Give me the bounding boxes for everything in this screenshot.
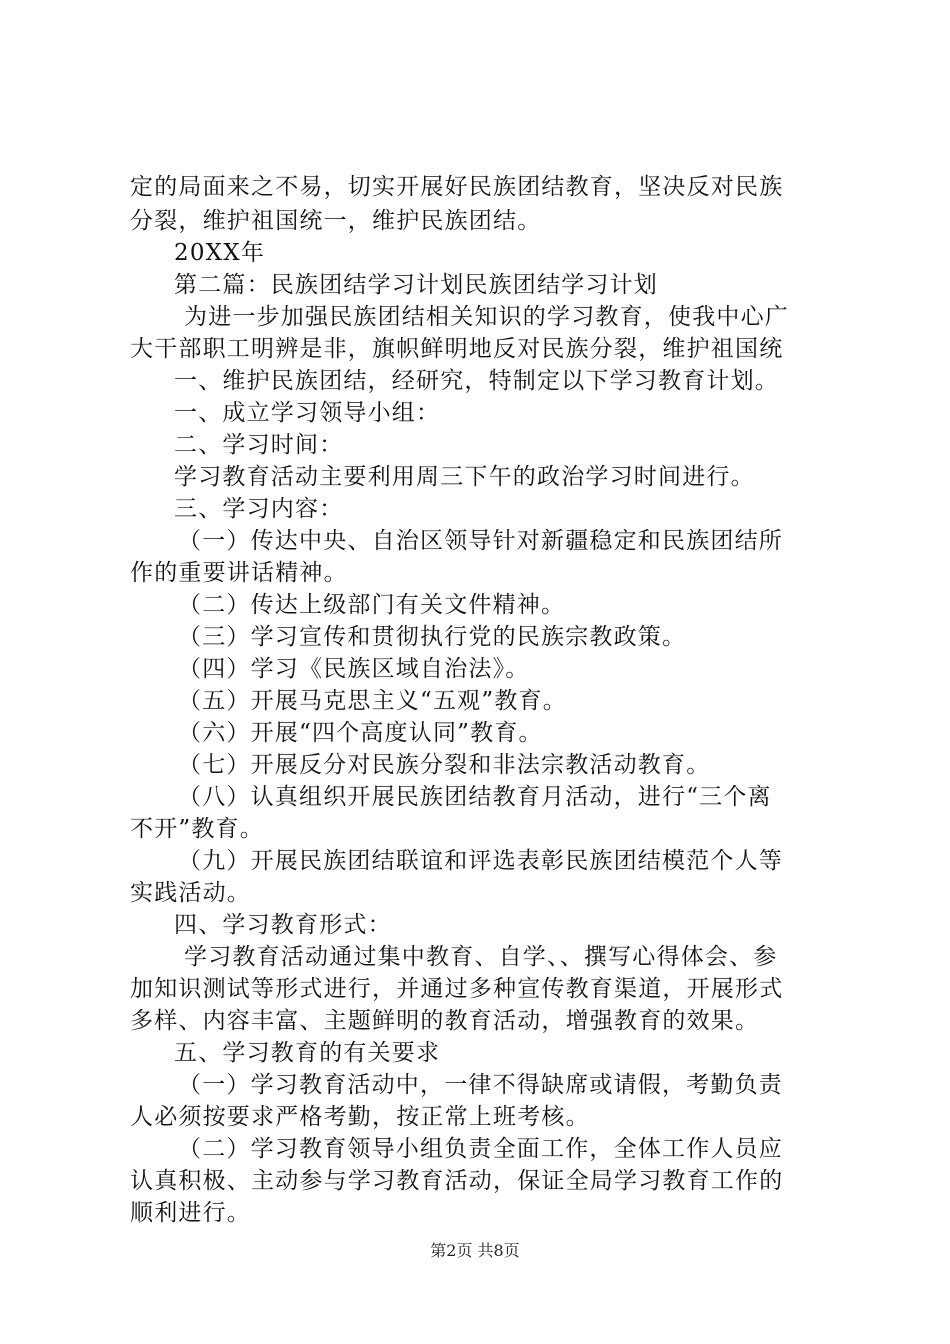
text-line: （三）学习宣传和贯彻执行党的民族宗教政策。 [178, 624, 687, 650]
text-line: 加知识测试等形式进行，并通过多种宣传教育渠道，开展形式 [130, 976, 784, 1002]
text-line: （九）开展民族团结联谊和评选表彰民族团结模范个人等 [178, 848, 783, 874]
text-line: 四、学习教育形式： [174, 912, 392, 938]
text-line: 学习教育活动通过集中教育、自学、、撰写心得体会、参 [184, 944, 778, 970]
text-line: 二、学习时间： [174, 432, 344, 458]
text-line: 认真积极、主动参与学习教育活动，保证全局学习教育工作的 [130, 1168, 784, 1194]
text-line: （八）认真组织开展民族团结教育月活动，进行“三个离 [178, 784, 772, 810]
text-line: （六）开展“四个高度认同”教育。 [178, 720, 543, 746]
text-line: 学习教育活动主要利用周三下午的政治学习时间进行。 [174, 464, 755, 490]
section-heading: 第二篇：民族团结学习计划民族团结学习计划 [174, 272, 658, 298]
page-number: 第2页 共8页 [430, 1241, 520, 1260]
text-line: 不开”教育。 [130, 816, 264, 842]
text-line: 一、维护民族团结，经研究，特制定以下学习教育计划。 [174, 368, 779, 394]
text-line: 一、成立学习领导小组： [174, 400, 441, 426]
text-line: 人必须按要求严格考勤，按正常上班考核。 [130, 1104, 590, 1130]
text-line: 五、学习教育的有关要求 [174, 1040, 441, 1066]
text-line: 定的局面来之不易，切实开展好民族团结教育，坚决反对民族 [130, 174, 784, 200]
text-line: （七）开展反分对民族分裂和非法宗教活动教育。 [178, 752, 711, 778]
text-line: 分裂，维护祖国统一，维护民族团结。 [130, 208, 542, 234]
text-line: 20XX年 [174, 240, 266, 266]
text-line: 多样、内容丰富、主题鲜明的教育活动，增强教育的效果。 [130, 1008, 760, 1034]
text-line: （四）学习《民族区域自治法》。 [178, 656, 530, 682]
text-line: 三、学习内容： [174, 496, 344, 522]
text-line: 大干部职工明辨是非，旗帜鲜明地反对民族分裂，维护祖国统 [130, 336, 784, 362]
text-line: （一）传达中央、自治区领导针对新疆稳定和民族团结所 [178, 528, 783, 554]
text-line: 实践活动。 [130, 880, 251, 906]
text-line: 为进一步加强民族团结相关知识的学习教育，使我中心广 [184, 304, 789, 330]
text-line: （一）学习教育活动中，一律不得缺席或请假，考勤负责 [178, 1072, 783, 1098]
text-line: 顺利进行。 [130, 1200, 251, 1226]
text-line: 作的重要讲话精神。 [130, 560, 348, 586]
text-line: （五）开展马克思主义“五观”教育。 [178, 688, 567, 714]
text-line: （二）传达上级部门有关文件精神。 [178, 592, 566, 618]
text-line: （二）学习教育领导小组负责全面工作，全体工作人员应 [178, 1136, 783, 1162]
